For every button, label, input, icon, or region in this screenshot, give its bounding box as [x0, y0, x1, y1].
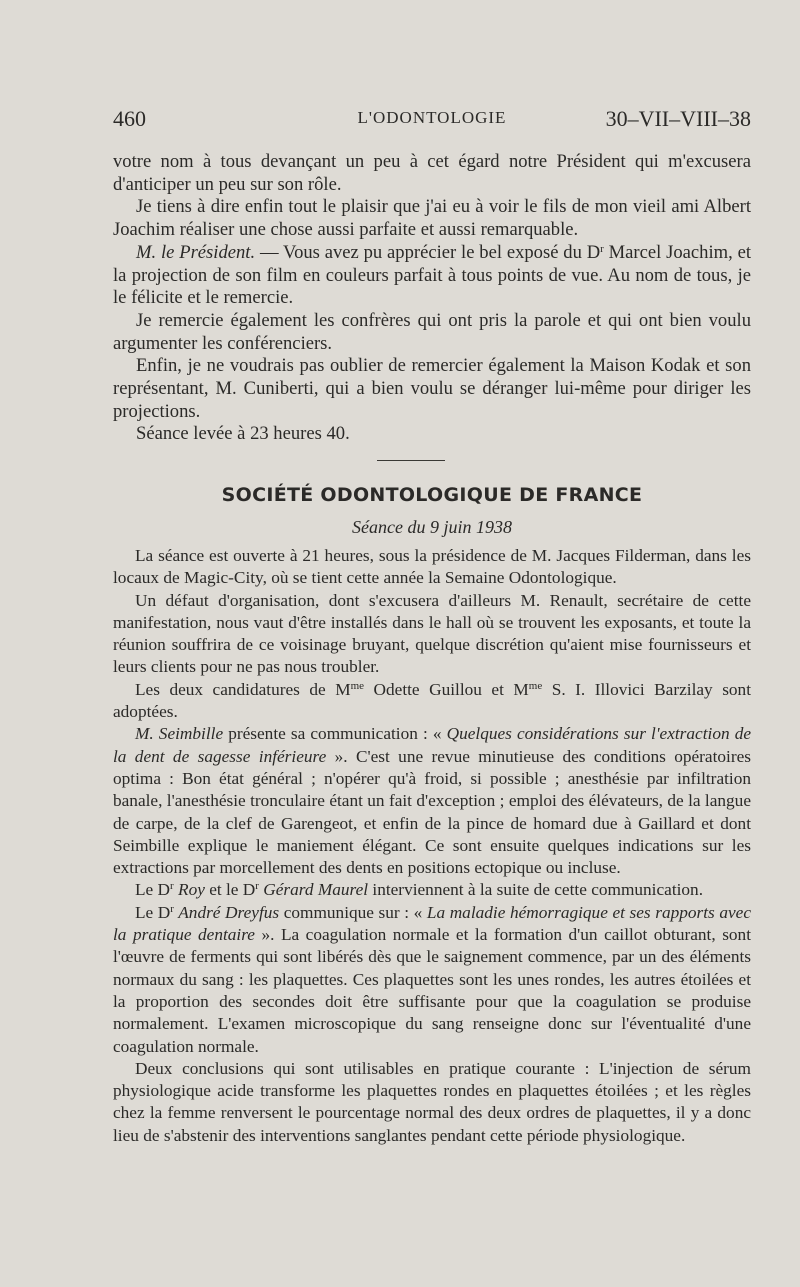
speaker-name: M. Seimbille	[135, 724, 224, 744]
journal-title: L'ODONTOLOGIE	[357, 108, 507, 127]
paragraph: votre nom à tous devançant un peu à cet égard notre Président qui m'excusera d'anticiper un peu sur son rôle.	[113, 151, 751, 195]
paragraph: Le $D^r$ Roy et le $D^r$ Gérard Maurel interviennent à la suite de cette communication.	[135, 880, 704, 900]
paragraph: Je tiens à dire enfin tout le plaisir que j'ai eu à voir le fils de mon vieil ami Albert Joachim réaliser une chose aussi parfaite et aussi remarquable.	[113, 196, 751, 241]
paragraph: Le $D^r$ André Dreyfus communique sur : « La maladie hémorragique et ses rapports avec la pratique dentaire ». La coagulation normale et la formation d'un caillot obturant, sont l'œuvre de ferments qui sont libérés dès que le saignement commence, par un des éléments normaux du sang : les plaquettes. Ces plaquettes sont les unes rondes, les autres étoilées et la proportion des secondes doit être suffisante pour que la coagulation se produise normalement. L'examen microscopique du sang renseigne donc sur l'éventualité d'une coagulation normale.	[113, 902, 751, 1056]
previous-session-text	[113, 151, 751, 446]
paragraph: M. le Président. — Vous avez pu apprécier le bel exposé du $D^r$ Marcel Joachim, et la projection de son film en couleurs parfait à tous points de vue. Au nom de tous, je le félicite et le remercie.	[113, 241, 751, 309]
communication-title: Quelques considérations sur l'extraction de la dent de sagesse inférieure	[113, 724, 752, 766]
paragraph: La séance est ouverte à 21 heures, sous la présidence de M. Jacques Filderman, dans les locaux de Magic-City, où se tient cette année la Semaine Odontologique.	[113, 546, 751, 588]
section-title: SOCIÉTÉ ODONTOLOGIQUE DE FRANCE	[221, 484, 643, 506]
paragraph: Enfin, je ne voudrais pas oublier de remercier également la Maison Kodak et son représentant, M. Cuniberti, qui a bien voulu se déranger lui-même pour diriger les projections.	[113, 355, 751, 422]
paragraph: Deux conclusions qui sont utilisables en pratique courante : L'injection de sérum physiologique acide transforme les plaquettes rondes en plaquettes étoilées ; et les règles chez la femme renversent le pourcentage normal des deux ordres de plaquettes, il y a donc lieu de s'abstenir des interventions sanglantes pendant cette période physiologique.	[113, 1058, 751, 1145]
issue-date: 30–VII–VIII–38	[605, 106, 751, 131]
paragraph: M. Seimbille présente sa communication : « Quelques considérations sur l'extraction de la dent de sagesse inférieure ». C'est une revue minutieuse des conditions opératoires optima : Bon état général ; n'opérer qu'à froid, si possible ; anesthésie par infiltration banale, l'anesthésie tronculaire étant un fait d'exception ; emploi des élévateurs, de la langue de carpe, de la clef de Garengeot, et enfin de la pince de homard due à Gaillard et dont Seimbille explique le maniement élégant. Ce sont ensuite quelques indications sur les extractions par morcellement des dents en positions ectopique ou incluse.	[113, 724, 752, 878]
paragraph: Les deux candidatures de $M^{me}$ Odette Guillou et $M^{me}$ S. I. Illovici Barzilay sont adoptées.	[113, 679, 752, 722]
communication-title: La maladie hémorragique et ses rapports avec la pratique dentaire	[113, 902, 751, 945]
page-number: 460	[113, 106, 146, 131]
speaker-name: Gérard Maurel	[258, 880, 369, 900]
paragraph: Un défaut d'organisation, dont s'excusera d'ailleurs M. Renault, secrétaire de cette manifestation, nous vaut d'être installés dans le hall où se trouvent les exposants, et toute la réunion souffrira de ce voisinage bruyant, quelque discrétion qu'aient mise fournisseurs et leurs clients pour ne pas nous troubler.	[113, 590, 751, 677]
speaker-name: Roy	[173, 880, 205, 900]
paragraph: Séance levée à 23 heures 40.	[136, 423, 350, 445]
section-divider	[377, 460, 445, 461]
society-session-text	[113, 545, 751, 1147]
speaker-name: André Dreyfus	[173, 902, 280, 922]
paragraph: Je remercie également les confrères qui ont pris la parole et qui ont bien voulu argumenter les conférenciers.	[113, 309, 751, 354]
speaker-name: M. le Président.	[136, 241, 256, 263]
running-header	[113, 106, 751, 136]
session-date: Séance du 9 juin 1938	[352, 517, 512, 537]
